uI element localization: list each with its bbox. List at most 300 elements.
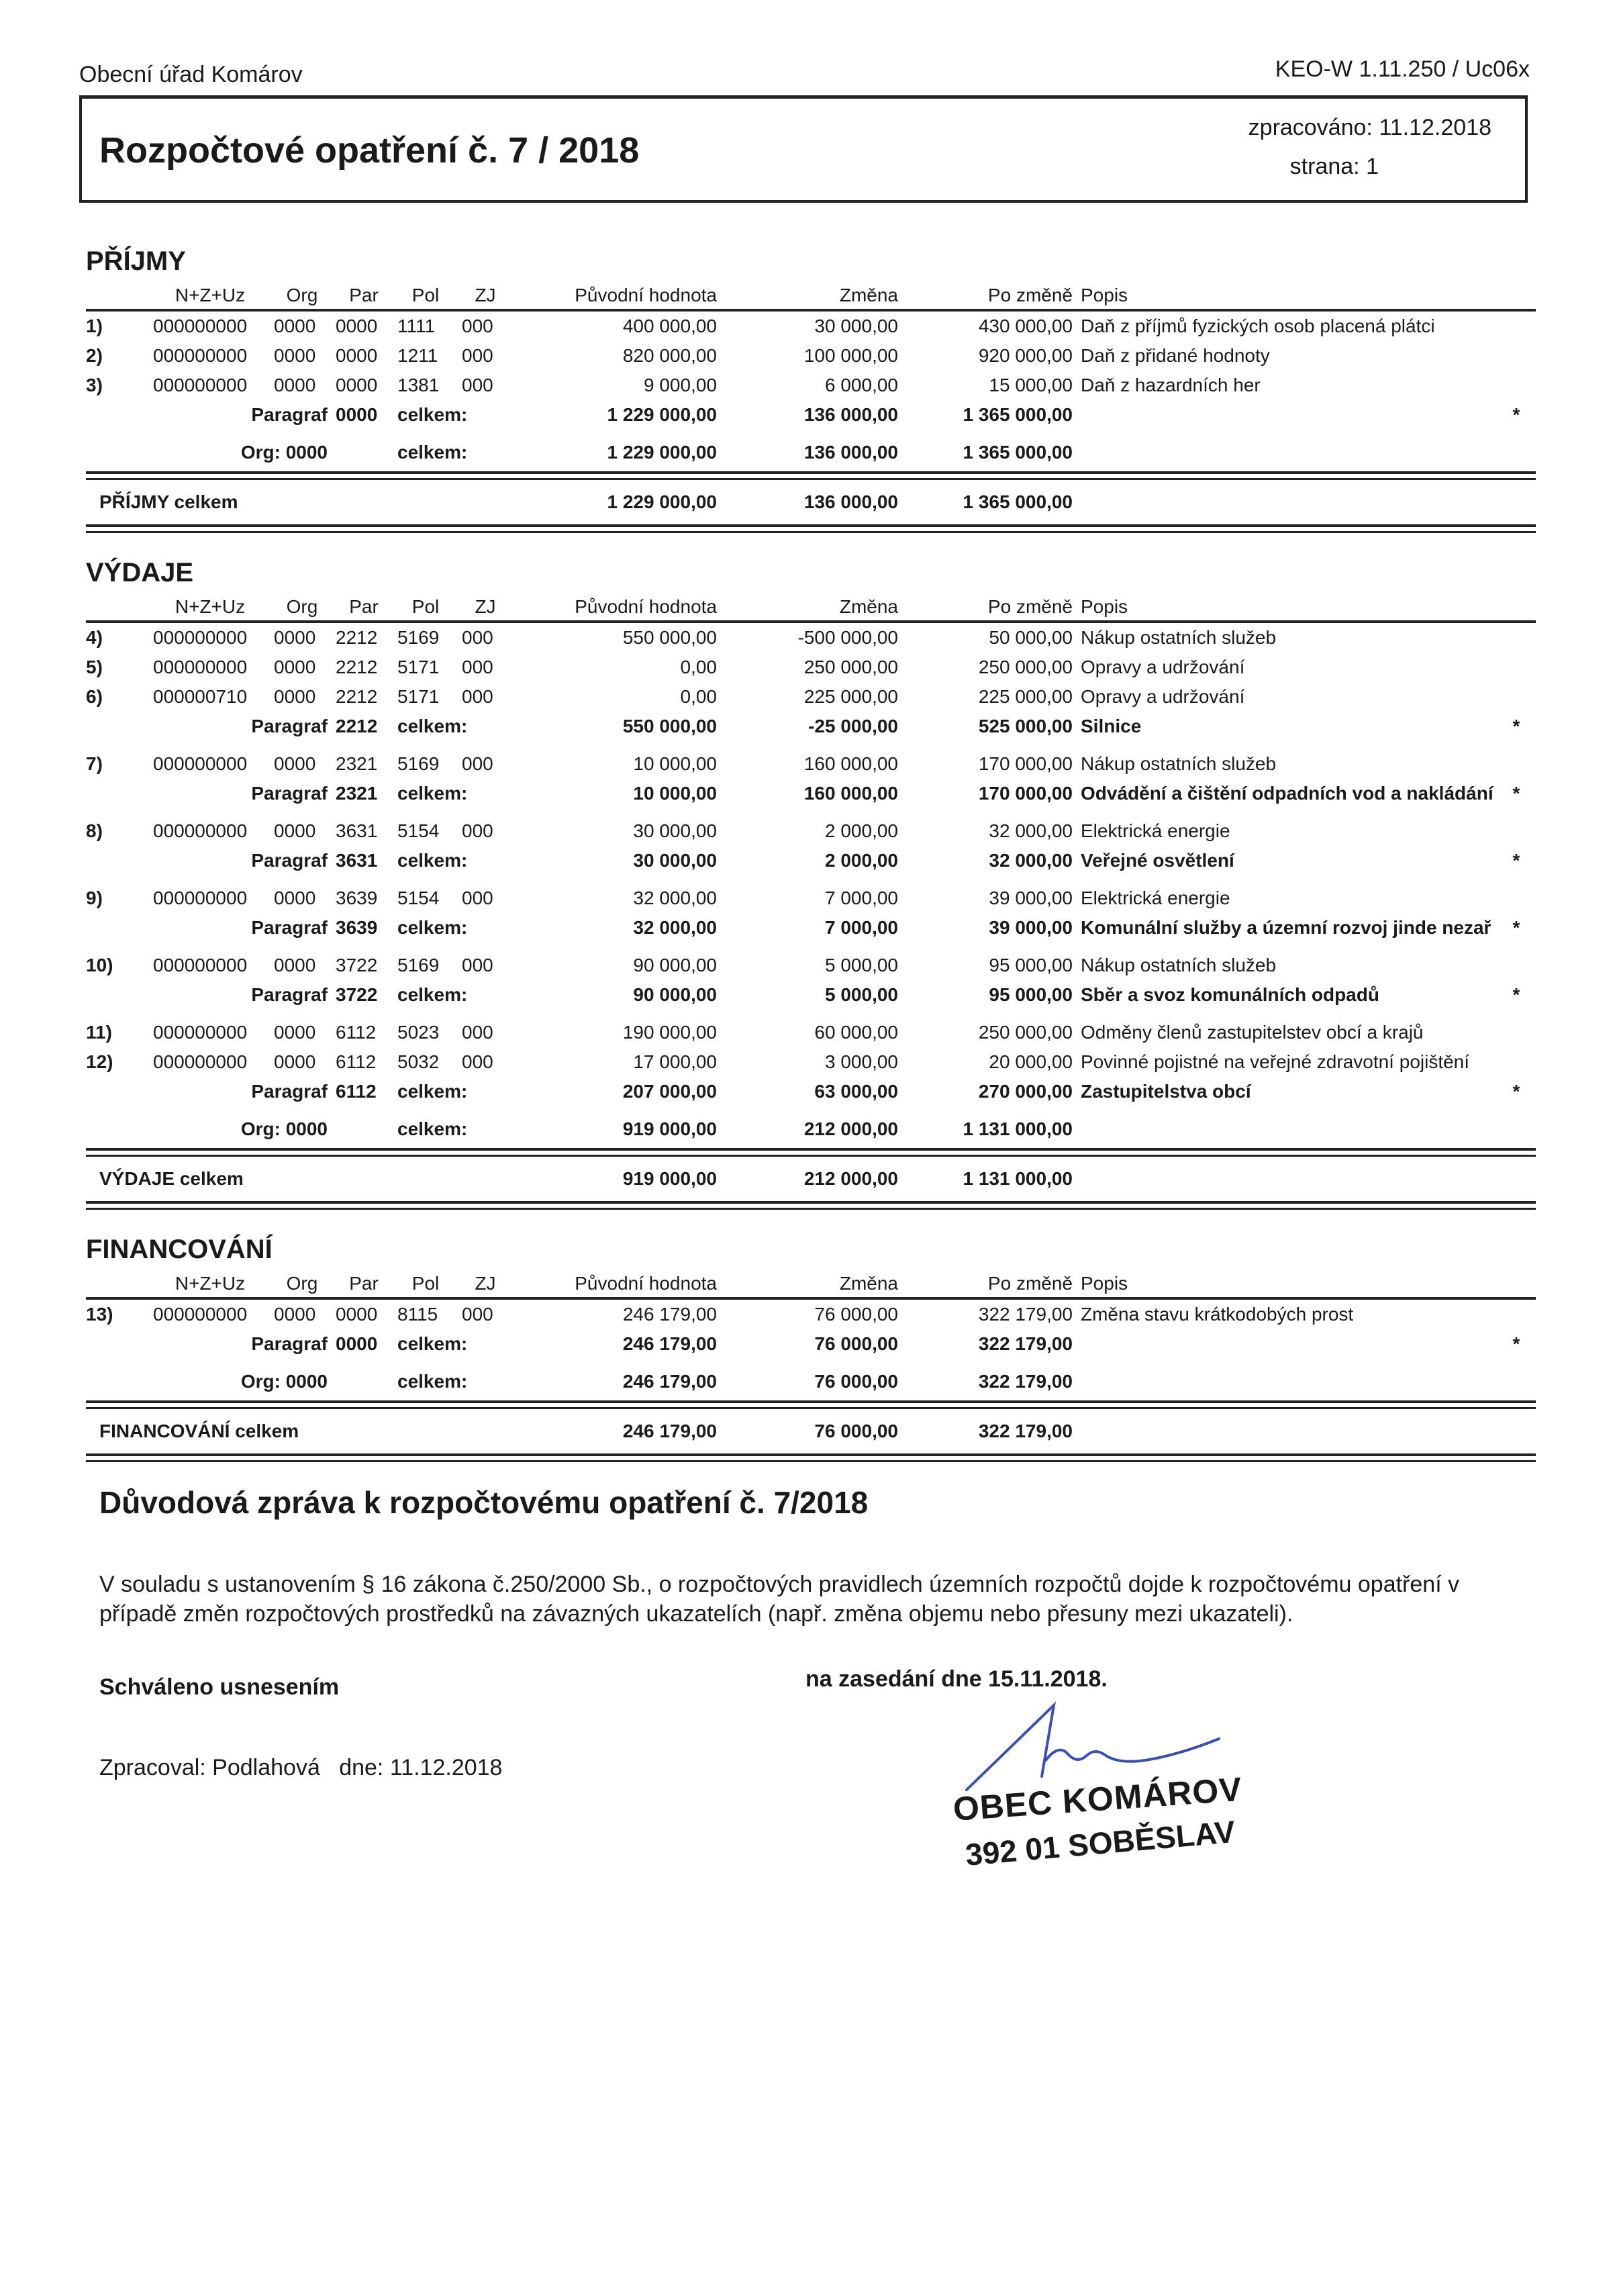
subtotal-orig: 1 229 000,00 [607, 404, 717, 425]
description: Daň z přidané hodnoty [1081, 345, 1270, 366]
table-row [86, 951, 1536, 980]
meeting-date: na zasedání dne 15.11.2018. [805, 1666, 1108, 1692]
table-row [86, 341, 1536, 371]
title-box [79, 95, 1528, 203]
processed-label: zpracováno: [1248, 115, 1373, 140]
par-cell: 2212 [336, 627, 378, 648]
section-total [86, 484, 1536, 520]
page-label: strana: [1289, 154, 1360, 179]
page-info [1290, 154, 1379, 180]
orig-value: 820 000,00 [622, 345, 717, 366]
orig-value: 10 000,00 [633, 753, 717, 774]
org-total-orig: 246 179,00 [622, 1371, 717, 1392]
pol-cell: 1381 [397, 375, 440, 395]
section-total-orig: 1 229 000,00 [607, 491, 717, 512]
par-cell: 2212 [336, 686, 378, 707]
nzu-cell: 000000000 [153, 627, 248, 648]
zj-cell: 000 [462, 345, 493, 366]
celkem-label: celkem: [397, 442, 468, 463]
org-total-after: 322 179,00 [978, 1371, 1073, 1392]
after-value: 32 000,00 [989, 820, 1073, 841]
col-after-header: Po změně [987, 285, 1073, 305]
star-marker: * [1512, 850, 1520, 871]
subtotal-after: 32 000,00 [989, 850, 1073, 871]
celkem-label: celkem: [397, 984, 468, 1005]
org-cell: 0000 [274, 888, 316, 908]
paragraf-code: 2212 [336, 716, 378, 736]
after-value: 50 000,00 [989, 627, 1073, 648]
table-row [86, 883, 1536, 913]
row-number: 9) [86, 888, 103, 908]
col-par-header: Par [349, 285, 379, 305]
org-total-change: 76 000,00 [814, 1371, 898, 1392]
section-title: VÝDAJE [86, 558, 194, 587]
after-value: 225 000,00 [978, 686, 1073, 707]
row-number: 11) [86, 1022, 112, 1043]
section-total-label: PŘÍJMY celkem [99, 491, 238, 512]
description: Nákup ostatních služeb [1081, 627, 1277, 648]
org-cell: 0000 [274, 345, 316, 366]
nzu-cell: 000000710 [153, 686, 248, 707]
change-value: -500 000,00 [797, 627, 898, 648]
subtotal-after: 170 000,00 [978, 783, 1073, 804]
subtotal-after: 270 000,00 [978, 1081, 1073, 1102]
office-stamp [952, 1770, 1244, 1891]
orig-value: 0,00 [680, 657, 717, 677]
org-total-after: 1 365 000,00 [963, 442, 1073, 463]
zj-cell: 000 [462, 1304, 493, 1325]
col-orig-header: Původní hodnota [575, 285, 717, 305]
col-orig-header: Původní hodnota [575, 1273, 717, 1294]
paragraf-subtotal [86, 1077, 1536, 1106]
col-org-header: Org [286, 596, 318, 617]
section-total [86, 1161, 1536, 1197]
subtotal-orig: 10 000,00 [633, 783, 717, 804]
description: Opravy a udržování [1081, 657, 1245, 677]
pol-cell: 5169 [397, 955, 440, 975]
after-value: 170 000,00 [978, 753, 1073, 774]
reason-title: Důvodová zpráva k rozpočtovému opatření č. 7/2018 [99, 1485, 869, 1520]
celkem-label: celkem: [397, 917, 468, 938]
approved-label: Schváleno usnesením [99, 1674, 340, 1700]
org-total-label [193, 1118, 328, 1140]
double-rule [86, 524, 1536, 533]
zj-cell: 000 [462, 316, 493, 336]
org-total [86, 1114, 1536, 1144]
table-row [86, 312, 1536, 341]
table-row [86, 371, 1536, 400]
subtotal-orig: 30 000,00 [633, 850, 717, 871]
subtotal-change: 5 000,00 [825, 984, 898, 1005]
nzu-cell: 000000000 [153, 1022, 248, 1043]
section-total-label: VÝDAJE celkem [99, 1168, 244, 1189]
pol-cell: 5171 [397, 686, 440, 707]
org-prefix: Org: [240, 1371, 281, 1392]
stamp-line2: 392 01 SOBĚSLAV [964, 1813, 1237, 1872]
description: Opravy a udržování [1081, 686, 1245, 707]
zj-cell: 000 [462, 686, 493, 707]
col-nzu-header: N+Z+Uz [175, 596, 246, 617]
zj-cell: 000 [462, 375, 493, 395]
subtotal-change: 136 000,00 [803, 404, 898, 425]
subtotal-description: Sběr a svoz komunálních odpadů [1081, 984, 1379, 1005]
pol-cell: 5169 [397, 627, 440, 648]
subtotal-after: 95 000,00 [989, 984, 1073, 1005]
org-total-after: 1 131 000,00 [963, 1118, 1073, 1139]
org-cell: 0000 [274, 627, 316, 648]
orig-value: 0,00 [680, 686, 717, 707]
star-marker: * [1512, 1333, 1520, 1354]
org-total-label [193, 442, 328, 463]
approval-footer [86, 1656, 1536, 1872]
pol-cell: 5154 [397, 888, 440, 908]
celkem-label: celkem: [397, 1081, 468, 1102]
spacer [86, 808, 1536, 816]
org-cell: 0000 [274, 1022, 316, 1043]
after-value: 322 179,00 [978, 1304, 1073, 1325]
description: Daň z příjmů fyzických osob placená plátci [1081, 316, 1435, 336]
org-cell: 0000 [274, 657, 316, 677]
col-change-header: Změna [839, 285, 898, 305]
change-value: 160 000,00 [803, 753, 898, 774]
par-cell: 3631 [336, 820, 378, 841]
row-number: 1) [86, 316, 103, 336]
star-marker: * [1512, 783, 1520, 804]
change-value: 5 000,00 [825, 955, 898, 975]
star-marker: * [1512, 984, 1520, 1005]
zj-cell: 000 [462, 1022, 493, 1043]
col-nzu-header: N+Z+Uz [175, 1273, 246, 1294]
orig-value: 190 000,00 [622, 1022, 717, 1043]
zj-cell: 000 [462, 888, 493, 908]
table-row [86, 1047, 1536, 1077]
org-cell: 0000 [274, 316, 316, 336]
section-total-after: 1 365 000,00 [963, 491, 1073, 512]
par-cell: 0000 [336, 375, 378, 395]
col-org-header: Org [286, 285, 318, 305]
after-value: 15 000,00 [989, 375, 1073, 395]
paragraf-subtotal [86, 1329, 1536, 1359]
zj-cell: 000 [462, 820, 493, 841]
col-zj-header: ZJ [475, 1273, 496, 1294]
orig-value: 246 179,00 [622, 1304, 717, 1325]
org-total-change: 212 000,00 [803, 1118, 898, 1139]
col-nzu-header: N+Z+Uz [175, 285, 246, 305]
subtotal-after: 525 000,00 [978, 716, 1073, 736]
pol-cell: 5171 [397, 657, 440, 677]
spacer [86, 1010, 1536, 1018]
description: Nákup ostatních služeb [1081, 753, 1277, 774]
office-name: Obecní úřad Komárov [79, 62, 303, 87]
change-value: 3 000,00 [825, 1051, 898, 1072]
row-number: 3) [86, 375, 103, 395]
subtotal-change: -25 000,00 [808, 716, 898, 736]
processed-date: 11.12.2018 [1379, 115, 1491, 140]
spacer [86, 430, 1536, 438]
col-after-header: Po změně [987, 1273, 1073, 1294]
orig-value: 550 000,00 [622, 627, 717, 648]
budget-section [86, 553, 1536, 1210]
zj-cell: 000 [462, 657, 493, 677]
section-total-label: FINANCOVÁNÍ celkem [99, 1421, 299, 1441]
org-cell: 0000 [274, 955, 316, 975]
section-total-orig: 919 000,00 [622, 1168, 717, 1189]
change-value: 100 000,00 [803, 345, 898, 366]
paragraf-label: Paragraf [251, 404, 328, 425]
budget-sections [86, 242, 1536, 1462]
column-header [86, 1269, 1536, 1297]
subtotal-change: 2 000,00 [825, 850, 898, 871]
org-cell: 0000 [274, 820, 316, 841]
page-title: Rozpočtové opatření č. 7 / 2018 [99, 130, 640, 171]
pol-cell: 5023 [397, 1022, 440, 1043]
double-rule [86, 1400, 1536, 1409]
par-cell: 0000 [336, 345, 378, 366]
star-marker: * [1512, 404, 1520, 425]
org-cell: 0000 [274, 686, 316, 707]
section-total-change: 76 000,00 [814, 1421, 898, 1441]
org-total [86, 1367, 1536, 1396]
subtotal-after: 322 179,00 [978, 1333, 1073, 1354]
org-cell: 0000 [274, 1051, 316, 1072]
paragraf-subtotal [86, 846, 1536, 875]
table-row [86, 623, 1536, 653]
description: Povinné pojistné na veřejné zdravotní pojištění [1081, 1051, 1470, 1072]
row-number: 4) [86, 627, 103, 648]
orig-value: 17 000,00 [633, 1051, 717, 1072]
description: Elektrická energie [1081, 888, 1230, 908]
row-number: 7) [86, 753, 103, 774]
double-rule [86, 1453, 1536, 1462]
column-header [86, 592, 1536, 620]
processed-info [1248, 115, 1491, 141]
section-total-after: 1 131 000,00 [963, 1168, 1073, 1189]
col-pol-header: Pol [411, 285, 440, 305]
after-value: 20 000,00 [989, 1051, 1073, 1072]
col-after-header: Po změně [987, 596, 1073, 617]
celkem-label: celkem: [397, 783, 468, 804]
paragraf-code: 3722 [336, 984, 378, 1005]
double-rule [86, 1201, 1536, 1210]
table-row [86, 653, 1536, 682]
page-number: 1 [1366, 154, 1379, 179]
subtotal-orig: 32 000,00 [633, 917, 717, 938]
pol-cell: 1111 [397, 316, 436, 336]
nzu-cell: 000000000 [153, 316, 248, 336]
celkem-label: celkem: [397, 1371, 468, 1392]
col-zj-header: ZJ [475, 596, 496, 617]
subtotal-description: Veřejné osvětlení [1081, 850, 1234, 871]
double-rule [86, 471, 1536, 480]
section-total [86, 1413, 1536, 1449]
nzu-cell: 000000000 [153, 1051, 248, 1072]
description: Změna stavu krátkodobých prost [1081, 1304, 1354, 1325]
table-row [86, 682, 1536, 712]
col-org-header: Org [286, 1273, 318, 1294]
org-cell: 0000 [274, 375, 316, 395]
double-rule [86, 1148, 1536, 1157]
description: Odměny členů zastupitelstev obcí a krajů [1081, 1022, 1424, 1043]
prepared-by: Zpracoval: Podlahová dne: 11.12.2018 [99, 1755, 503, 1780]
par-cell: 6112 [336, 1051, 377, 1072]
orig-value: 400 000,00 [622, 316, 717, 336]
paragraf-code: 0000 [336, 404, 378, 425]
col-desc-header: Popis [1081, 285, 1128, 305]
pol-cell: 8115 [397, 1304, 438, 1325]
paragraf-subtotal [86, 779, 1536, 808]
subtotal-description: Silnice [1081, 716, 1142, 736]
subtotal-description: Zastupitelstva obcí [1081, 1081, 1251, 1102]
table-row [86, 1018, 1536, 1047]
col-desc-header: Popis [1081, 596, 1128, 617]
nzu-cell: 000000000 [153, 345, 248, 366]
par-cell: 2212 [336, 657, 378, 677]
table-row [86, 1300, 1536, 1329]
paragraf-label: Paragraf [251, 917, 328, 938]
change-value: 2 000,00 [825, 820, 898, 841]
par-cell: 2321 [336, 753, 378, 774]
row-number: 13) [86, 1304, 113, 1325]
col-zj-header: ZJ [475, 285, 496, 305]
budget-section [86, 242, 1536, 533]
column-header [86, 281, 1536, 309]
org-total-orig: 1 229 000,00 [607, 442, 717, 463]
col-orig-header: Původní hodnota [575, 596, 717, 617]
row-number: 6) [86, 686, 103, 707]
row-number: 12) [86, 1051, 113, 1072]
change-value: 225 000,00 [803, 686, 898, 707]
row-number: 8) [86, 820, 103, 841]
subtotal-orig: 90 000,00 [633, 984, 717, 1005]
document-body [86, 242, 1536, 1872]
change-value: 250 000,00 [803, 657, 898, 677]
pol-cell: 5169 [397, 753, 440, 774]
paragraf-label: Paragraf [251, 716, 328, 736]
pol-cell: 5154 [397, 820, 440, 841]
col-par-header: Par [349, 1273, 379, 1294]
star-marker: * [1512, 716, 1520, 736]
paragraf-label: Paragraf [251, 1081, 328, 1102]
zj-cell: 000 [462, 753, 493, 774]
subtotal-orig: 246 179,00 [622, 1333, 717, 1354]
orig-value: 9 000,00 [644, 375, 717, 395]
change-value: 60 000,00 [814, 1022, 898, 1043]
after-value: 430 000,00 [978, 316, 1073, 336]
description: Elektrická energie [1081, 820, 1230, 841]
section-total-change: 212 000,00 [803, 1168, 898, 1189]
subtotal-after: 39 000,00 [989, 917, 1073, 938]
subtotal-description: Komunální služby a územní rozvoj jinde nezař [1081, 917, 1491, 938]
subtotal-change: 76 000,00 [814, 1333, 898, 1354]
row-number: 2) [86, 345, 103, 366]
paragraf-subtotal [86, 913, 1536, 943]
nzu-cell: 000000000 [153, 888, 248, 908]
org-prefix: Org: [240, 442, 281, 463]
subtotal-orig: 207 000,00 [622, 1081, 717, 1102]
par-cell: 0000 [336, 1304, 378, 1325]
org-cell: 0000 [274, 1304, 316, 1325]
spacer [86, 741, 1536, 749]
org-total-change: 136 000,00 [803, 442, 898, 463]
zj-cell: 000 [462, 1051, 493, 1072]
section-title: FINANCOVÁNÍ [86, 1235, 273, 1264]
nzu-cell: 000000000 [153, 820, 248, 841]
org-prefix: Org: [240, 1118, 281, 1139]
row-number: 10) [86, 955, 113, 975]
zj-cell: 000 [462, 955, 493, 975]
table-row [86, 749, 1536, 779]
par-cell: 3639 [336, 888, 378, 908]
stamp-line1: OBEC KOMÁROV [952, 1770, 1244, 1828]
spacer [86, 943, 1536, 951]
col-pol-header: Pol [411, 596, 440, 617]
paragraf-code: 3639 [336, 917, 378, 938]
subtotal-orig: 550 000,00 [622, 716, 717, 736]
par-cell: 6112 [336, 1022, 377, 1043]
celkem-label: celkem: [397, 1118, 468, 1139]
after-value: 95 000,00 [989, 955, 1073, 975]
org-total-orig: 919 000,00 [622, 1118, 717, 1139]
pol-cell: 1211 [397, 345, 438, 366]
celkem-label: celkem: [397, 1333, 468, 1354]
paragraf-subtotal [86, 400, 1536, 430]
subtotal-description: Odvádění a čištění odpadních vod a nakládání [1081, 783, 1493, 804]
org-cell: 0000 [274, 753, 316, 774]
paragraf-code: 6112 [336, 1081, 377, 1102]
org-code: 0000 [285, 442, 328, 463]
nzu-cell: 000000000 [153, 955, 248, 975]
after-value: 920 000,00 [978, 345, 1073, 366]
nzu-cell: 000000000 [153, 657, 248, 677]
pol-cell: 5032 [397, 1051, 440, 1072]
subtotal-change: 63 000,00 [814, 1081, 898, 1102]
spacer [86, 875, 1536, 883]
software-version: KEO-W 1.11.250 / Uc06x [1275, 56, 1530, 82]
orig-value: 32 000,00 [633, 888, 717, 908]
subtotal-after: 1 365 000,00 [963, 404, 1073, 425]
section-total-after: 322 179,00 [978, 1421, 1073, 1441]
section-total-orig: 246 179,00 [622, 1421, 717, 1441]
budget-section [86, 1230, 1536, 1462]
col-change-header: Změna [839, 596, 898, 617]
paragraf-subtotal [86, 980, 1536, 1010]
after-value: 250 000,00 [978, 657, 1073, 677]
description: Nákup ostatních služeb [1081, 955, 1277, 975]
zj-cell: 000 [462, 627, 493, 648]
col-par-header: Par [349, 596, 379, 617]
paragraf-subtotal [86, 712, 1536, 741]
change-value: 76 000,00 [814, 1304, 898, 1325]
description: Daň z hazardních her [1081, 375, 1261, 395]
paragraf-label: Paragraf [251, 1333, 328, 1354]
org-code: 0000 [285, 1371, 328, 1392]
star-marker: * [1512, 1081, 1520, 1102]
orig-value: 90 000,00 [633, 955, 717, 975]
section-total-change: 136 000,00 [803, 491, 898, 512]
paragraf-label: Paragraf [251, 984, 328, 1005]
paragraf-code: 3631 [336, 850, 378, 871]
reason-text: V souladu s ustanovením § 16 zákona č.250/2000 Sb., o rozpočtových pravidlech územních rozpočtů dojde k rozpočtovému opatření v případě změn rozpočtových prostředků na závazných ukazatelích (např. změna objemu nebo přesuny mezi ukazateli). [99, 1572, 1460, 1627]
reason-block [86, 1482, 1536, 1872]
celkem-label: celkem: [397, 850, 468, 871]
change-value: 30 000,00 [814, 316, 898, 336]
nzu-cell: 000000000 [153, 375, 248, 395]
celkem-label: celkem: [397, 404, 468, 425]
spacer [86, 1106, 1536, 1114]
org-total-label [193, 1371, 328, 1392]
orig-value: 30 000,00 [633, 820, 717, 841]
col-change-header: Změna [839, 1273, 898, 1294]
